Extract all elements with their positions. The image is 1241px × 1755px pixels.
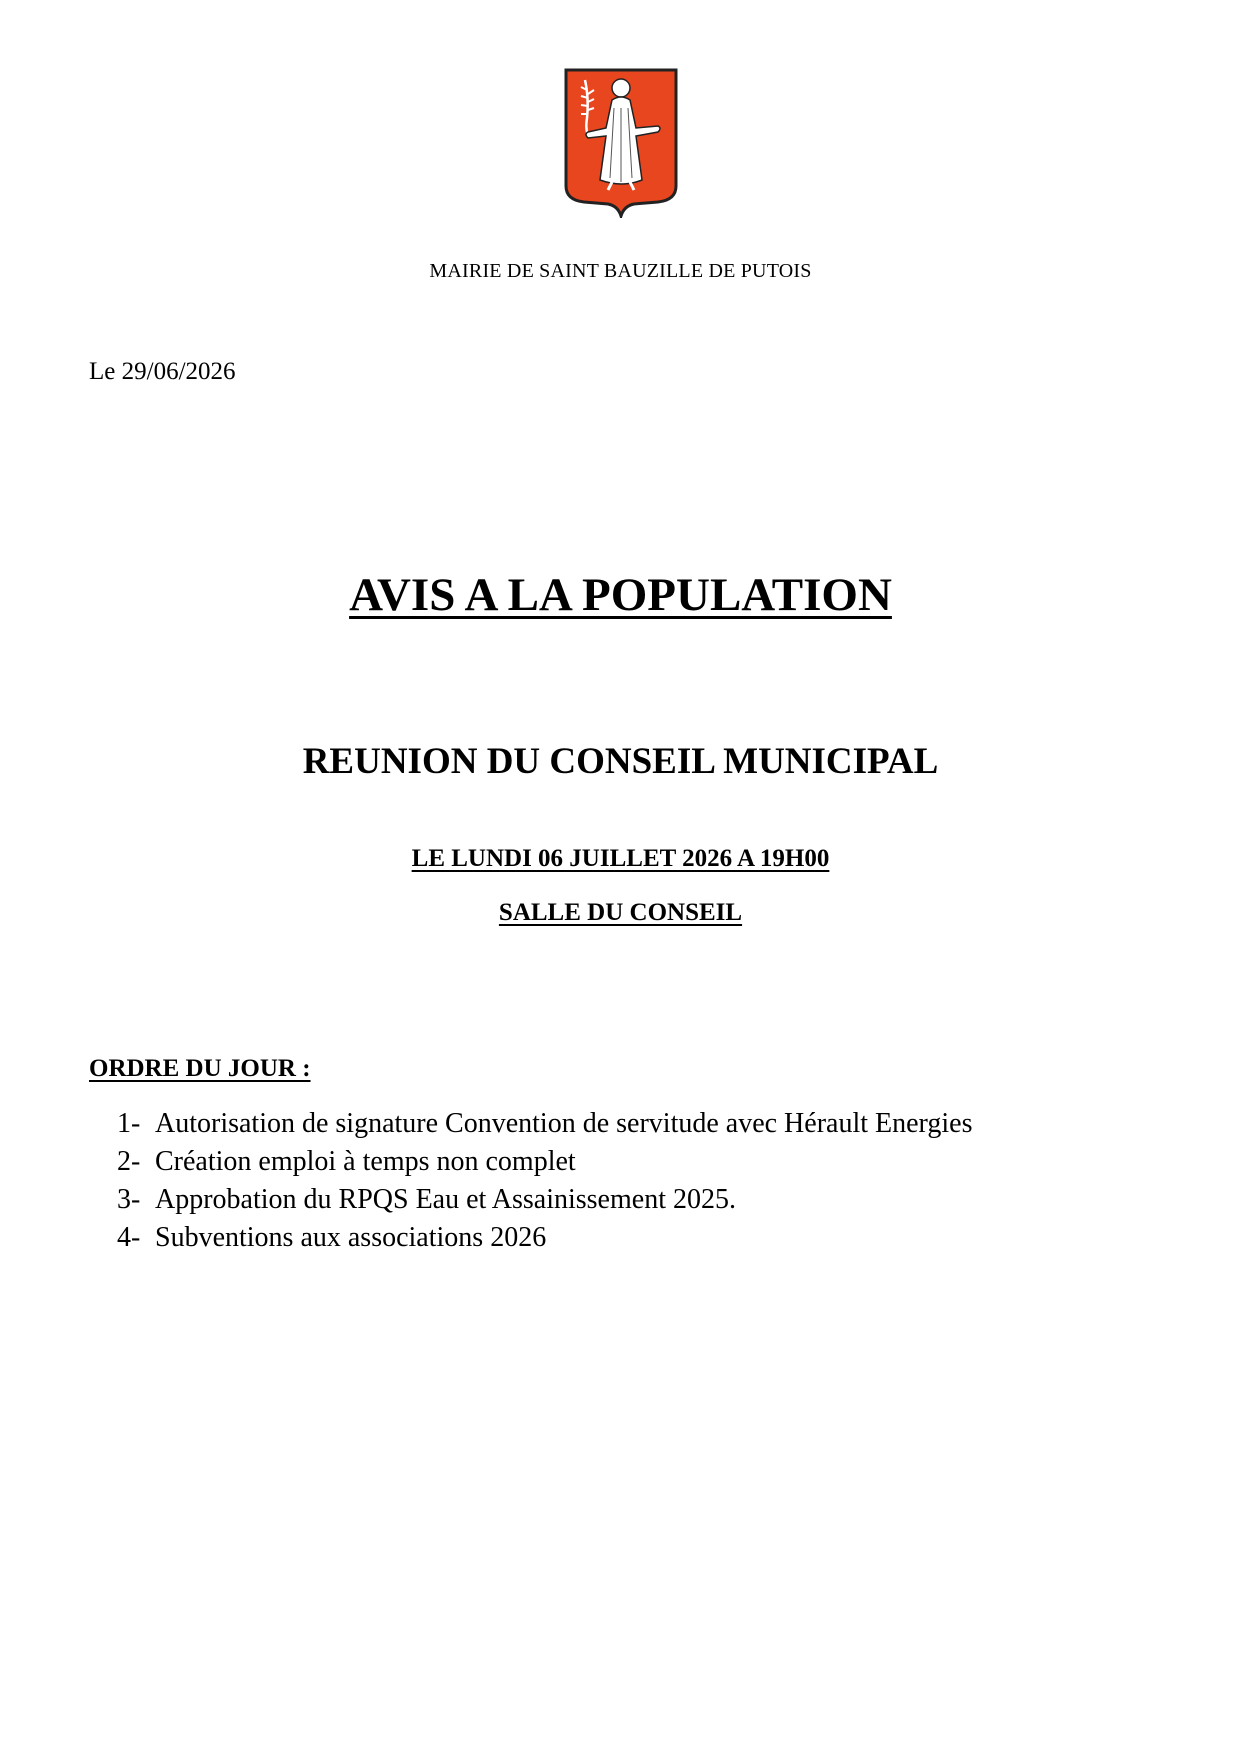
agenda-item-number: 4- <box>117 1222 141 1253</box>
agenda-item-text: Subventions aux associations 2026 <box>155 1222 547 1253</box>
date-line: Le 29/06/2026 <box>89 358 236 385</box>
agenda-item-text: Autorisation de signature Convention de servitude avec Hérault Energies <box>155 1108 973 1139</box>
agenda-item-number: 2- <box>117 1146 141 1177</box>
mairie-header: MAIRIE DE SAINT BAUZILLE DE PUTOIS <box>429 260 812 282</box>
meeting-location: SALLE DU CONSEIL <box>498 899 743 926</box>
agenda-heading: ORDRE DU JOUR : <box>89 1055 311 1082</box>
page-subtitle: REUNION DU CONSEIL MUNICIPAL <box>302 741 939 782</box>
coat-of-arms-icon <box>562 68 680 218</box>
agenda-item <box>117 1105 972 1143</box>
agenda-item-number: 3- <box>117 1184 141 1215</box>
page-title: AVIS A LA POPULATION <box>349 569 892 621</box>
agenda-item-text: Création emploi à temps non complet <box>155 1146 576 1177</box>
meeting-datetime: LE LUNDI 06 JUILLET 2026 A 19H00 <box>411 845 830 872</box>
agenda-list <box>117 1105 972 1257</box>
agenda-item-number: 1- <box>117 1108 141 1139</box>
agenda-item-text: Approbation du RPQS Eau et Assainissement 2025. <box>155 1184 736 1215</box>
agenda-item <box>117 1181 972 1219</box>
agenda-item <box>117 1219 972 1257</box>
agenda-item <box>117 1143 972 1181</box>
